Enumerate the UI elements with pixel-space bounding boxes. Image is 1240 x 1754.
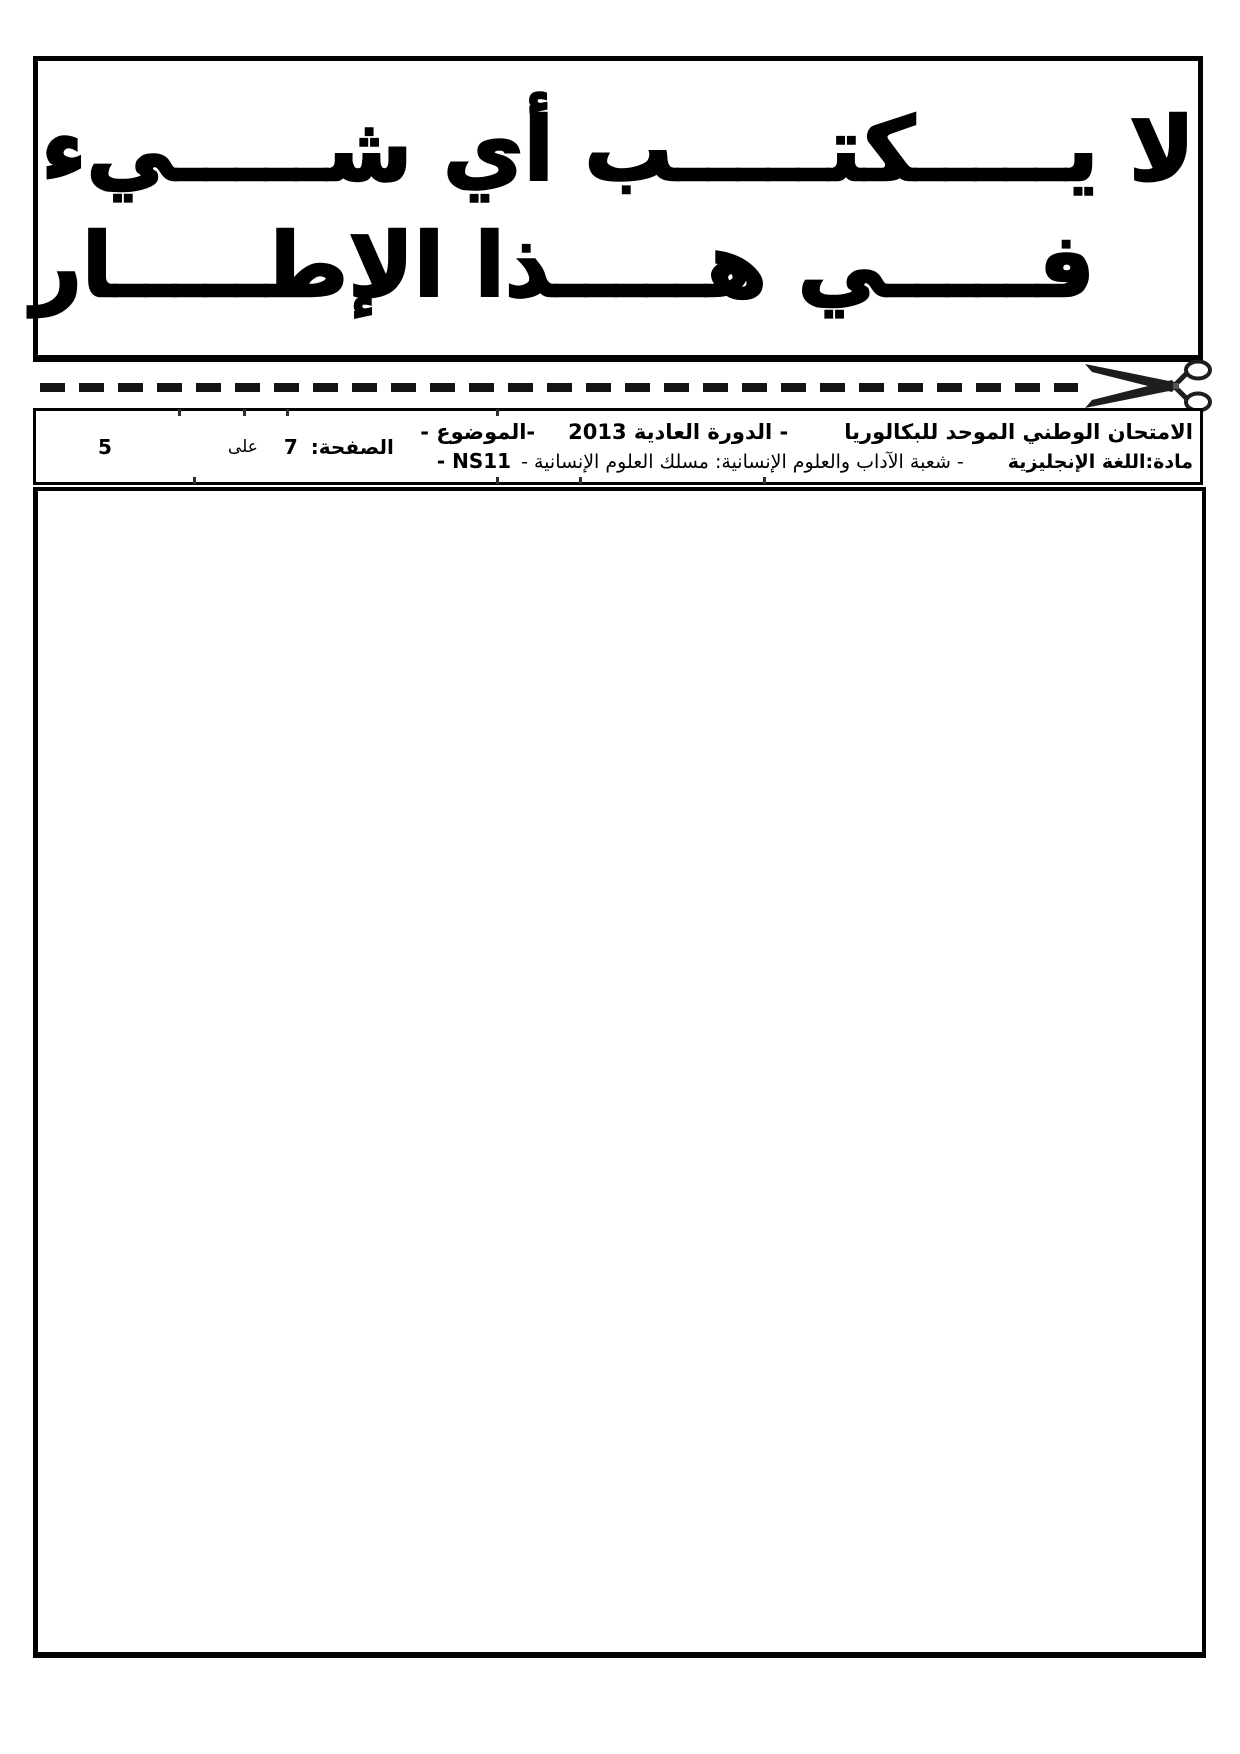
page-of-word: على [227,436,258,457]
page-label: الصفحة: [310,434,394,459]
page-info [36,411,394,482]
table-grid-tick [496,477,499,484]
exam-header-row-2 [345,449,1193,473]
table-grid-tick [579,477,582,484]
table-grid-tick [243,409,246,416]
do-not-write-frame [33,56,1203,362]
exam-session: - الدورة العادية 2013 [568,420,789,444]
scissors-icon [1082,360,1216,412]
stream-label: - شعبة الآداب والعلوم الإنسانية: مسلك العلوم الإنسانية - [521,451,964,473]
notice-line-2: فـــــي هـــــذا الإطـــــار [31,214,1095,317]
table-grid-tick [178,409,181,416]
exam-title: الامتحان الوطني الموحد للبكالوريا [844,420,1193,444]
table-grid-tick [763,477,766,484]
table-grid-tick [496,409,499,416]
exam-code: NS11 - [436,449,512,473]
cut-dashed-line [40,383,1078,392]
exam-header [33,408,1203,485]
answer-area-frame [33,487,1206,1658]
table-grid-tick [286,409,289,416]
exam-sheet-type: -الموضوع - [420,420,536,444]
page-total: 5 [98,434,112,459]
exam-header-row-1 [345,420,1193,444]
subject-label: مادة:اللغة الإنجليزية [1007,451,1193,473]
page-number: 7 [283,434,298,459]
table-grid-tick [193,477,196,484]
exam-header-text [341,411,1200,482]
notice-line-1: لا يـــــكتـــــب أي شـــــيء [41,97,1195,201]
